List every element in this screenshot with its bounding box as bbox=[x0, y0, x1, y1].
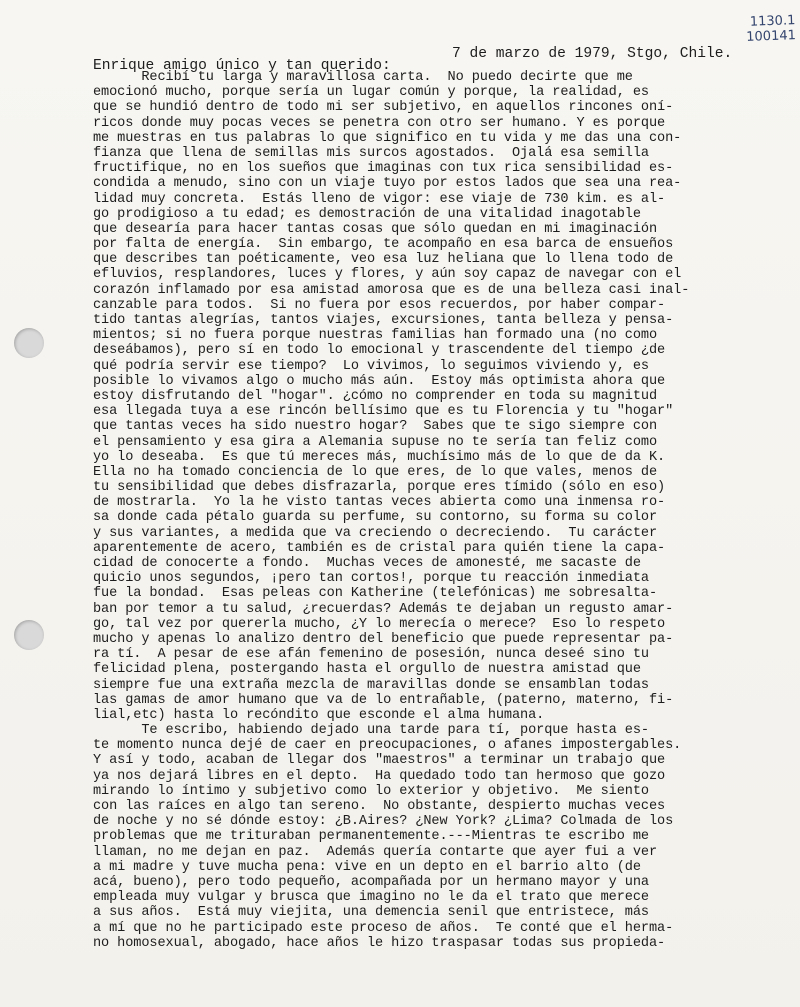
letter-line: de mostrarla. Yo la he visto tantas veces abierta como una inmensa ro- bbox=[93, 495, 666, 511]
letter-line: mientos; si no fuera porque nuestras familias han formado una (no como bbox=[93, 328, 658, 344]
letter-line: go prodigioso a tu edad; es demostración de una vitalidad inagotable bbox=[93, 206, 641, 222]
letter-line: ban por temor a tu salud, ¿recuerdas? Además te dejaban un regusto amar- bbox=[93, 601, 674, 617]
letter-line: que describes tan poéticamente, veo esa luz heliana que lo llena todo de bbox=[93, 252, 674, 268]
letter-line: yo lo deseaba. Es que tú mereces más, muchísimo más de lo que de da K. bbox=[93, 449, 666, 465]
letter-line: mirando lo íntimo y subjetivo como lo exterior y objetivo. Me siento bbox=[93, 783, 649, 799]
letter-line: posible lo vivamos algo o mucho más aún. Estoy más optimista ahora que bbox=[93, 373, 666, 389]
letter-line: empleada muy vulgar y brusca que imagino no le da el trato que merece bbox=[93, 890, 649, 906]
letter-line: acá, bueno), pero todo pequeño, acompañada por un hermano mayor y una bbox=[93, 874, 649, 890]
letter-line: me muestras en tus palabras lo que significo en tu vida y me das una con- bbox=[93, 130, 682, 146]
letter-line: qué podría servir ese tiempo? Lo vivimos, lo seguimos viviendo y, es bbox=[93, 358, 649, 374]
letter-line: problemas que me trituraban permanentemente.---Mientras te escribo me bbox=[93, 829, 649, 845]
punch-hole-top bbox=[14, 328, 44, 358]
letter-line: a mi madre y tuve mucha pena: vive en un depto en el barrio alto (de bbox=[93, 859, 641, 875]
letter-line: el pensamiento y esa gira a Alemania supuse no te sería tan feliz como bbox=[93, 434, 658, 450]
letter-line: canzable para todos. Si no fuera por esos recuerdos, por haber compar- bbox=[93, 297, 666, 313]
letter-line: fructifique, no en los sueños que imaginas con tux rica sensibilidad es- bbox=[93, 161, 674, 177]
letter-line: que se hundió dentro de todo mi ser subjetivo, en aquellos rincones oní- bbox=[93, 100, 674, 116]
letter-line: esa llegada tuya a ese rincón bellísimo que es tu Florencia y tu "hogar" bbox=[93, 404, 674, 420]
letter-line: corazón inflamado por esa amistad amorosa que es de una belleza casi inal- bbox=[93, 282, 690, 298]
letter-date: 7 de marzo de 1979, Stgo, Chile. bbox=[452, 46, 733, 62]
letter-line: no homosexual, abogado, hace años le hizo traspasar todas sus propieda- bbox=[93, 935, 666, 951]
letter-line: por falta de energía. Sin embargo, te acompaño en esa barca de ensueños bbox=[93, 237, 674, 253]
letter-line: go, tal vez por quererla mucho, ¿Y lo merecía o merece? Eso lo respeto bbox=[93, 616, 666, 632]
letter-line: estoy disfrutando del "hogar". ¿cómo no comprender en toda su magnitud bbox=[93, 388, 658, 404]
letter-line: ya nos dejará libres en el depto. Ha quedado todo tan hermoso que gozo bbox=[93, 768, 666, 784]
letter-line: ricos donde muy pocas veces se penetra con otro ser humano. Y es porque bbox=[93, 115, 666, 131]
letter-line: a sus años. Está muy viejita, una demencia senil que entristece, más bbox=[93, 905, 649, 921]
salutation: Enrique amigo único y tan querido: bbox=[93, 58, 391, 74]
letter-body bbox=[93, 70, 793, 951]
letter-line: las gamas de amor humano que va de lo entrañable, (paterno, materno, fi- bbox=[93, 692, 674, 708]
letter-line: tido tantas alegrías, tantos viajes, excursiones, tanta belleza y pensa- bbox=[93, 313, 674, 328]
letter-line: Recibí tu larga y maravillosa carta. No puedo decirte que me bbox=[93, 70, 633, 85]
letter-line: Y así y todo, acaban de llegar dos "maestros" a terminar un trabajo que bbox=[93, 753, 666, 769]
punch-hole-bottom bbox=[14, 620, 44, 650]
letter-line: de noche y no sé dónde estoy: ¿B.Aires? ¿New York? ¿Lima? Colmada de los bbox=[93, 814, 674, 830]
letter-line: y sus variantes, a medida que va creciendo o decreciendo. Tu carácter bbox=[93, 525, 658, 541]
letter-line: condida a menudo, sino con un viaje tuyo por estos lados que sea una rea- bbox=[93, 176, 682, 192]
letter-line: efluvios, resplandores, luces y flores, y aún soy capaz de navegar con el bbox=[93, 267, 682, 283]
letter-line: sa donde cada pétalo guarda su perfume, su contorno, su forma su color bbox=[93, 510, 658, 526]
letter-line: cidad de conocerte a fondo. Muchas veces de amonesté, me sacaste de bbox=[93, 556, 641, 571]
letter-line: fue la bondad. Esas peleas con Katherine (telefónicas) me sobresalta- bbox=[93, 586, 658, 602]
archive-number bbox=[746, 13, 797, 45]
letter-line: con las raíces en algo tan sereno. No obstante, despierto muchas veces bbox=[93, 799, 666, 814]
archive-number-line-1: 1130.1 bbox=[749, 13, 796, 30]
letter-line: te momento nunca dejé de caer en preocupaciones, o afanes impostergables. bbox=[93, 738, 682, 754]
letter-line: quicio unos segundos, ¡pero tan cortos!, porque tu reacción inmediata bbox=[93, 571, 649, 587]
letter-line: lidad muy concreta. Estás lleno de vigor: ese viaje de 730 kim. es al- bbox=[93, 191, 666, 207]
letter-line: que desearía para hacer tantas cosas que sólo quedan en mi imaginación bbox=[93, 221, 658, 237]
letter-line: tu sensibilidad que debes disfrazarla, porque eres tímido (sólo en eso) bbox=[93, 480, 666, 496]
letter-line: siempre fue una extraña mezcla de maravillas donde se ensamblan todas bbox=[93, 677, 649, 693]
letter-line: fianza que llena de semillas mis surcos agostados. Ojalá esa semilla bbox=[93, 145, 649, 161]
archive-number-line-2: 100141 bbox=[746, 28, 797, 45]
letter-line: Te escribo, habiendo dejado una tarde para tí, porque hasta es- bbox=[93, 723, 649, 739]
letter-line: a mí que no he participado este proceso de años. Te conté que el herma- bbox=[93, 920, 674, 936]
letter-line: que tantas veces ha sido nuestro hogar? Sabes que te sigo siempre con bbox=[93, 419, 658, 435]
letter-line: ra tí. A pesar de ese afán femenino de posesión, nunca deseé sino tu bbox=[93, 647, 649, 663]
letter-line: lial,etc) hasta lo recóndito que esconde el alma humana. bbox=[93, 707, 545, 723]
letter-line: deseábamos), pero sí en todo lo emocional y trascendente del tiempo ¿de bbox=[93, 343, 666, 359]
letter-line: Ella no ha tomado conciencia de lo que eres, de lo que vales, menos de bbox=[93, 464, 658, 480]
letter-line: aparentemente de acero, también es de cristal para quién tiene la capa- bbox=[93, 540, 666, 556]
letter-line: emocionó mucho, porque sería un lugar común y porque, la realidad, es bbox=[93, 85, 649, 101]
letter-line: mucho y apenas lo analizo dentro del beneficio que puede representar pa- bbox=[93, 631, 674, 647]
letter-line: llaman, no me dejan en paz. Además quería contarte que ayer fui a ver bbox=[93, 844, 658, 860]
letter-line: felicidad plena, postergando hasta el orgullo de nuestra amistad que bbox=[93, 662, 641, 678]
